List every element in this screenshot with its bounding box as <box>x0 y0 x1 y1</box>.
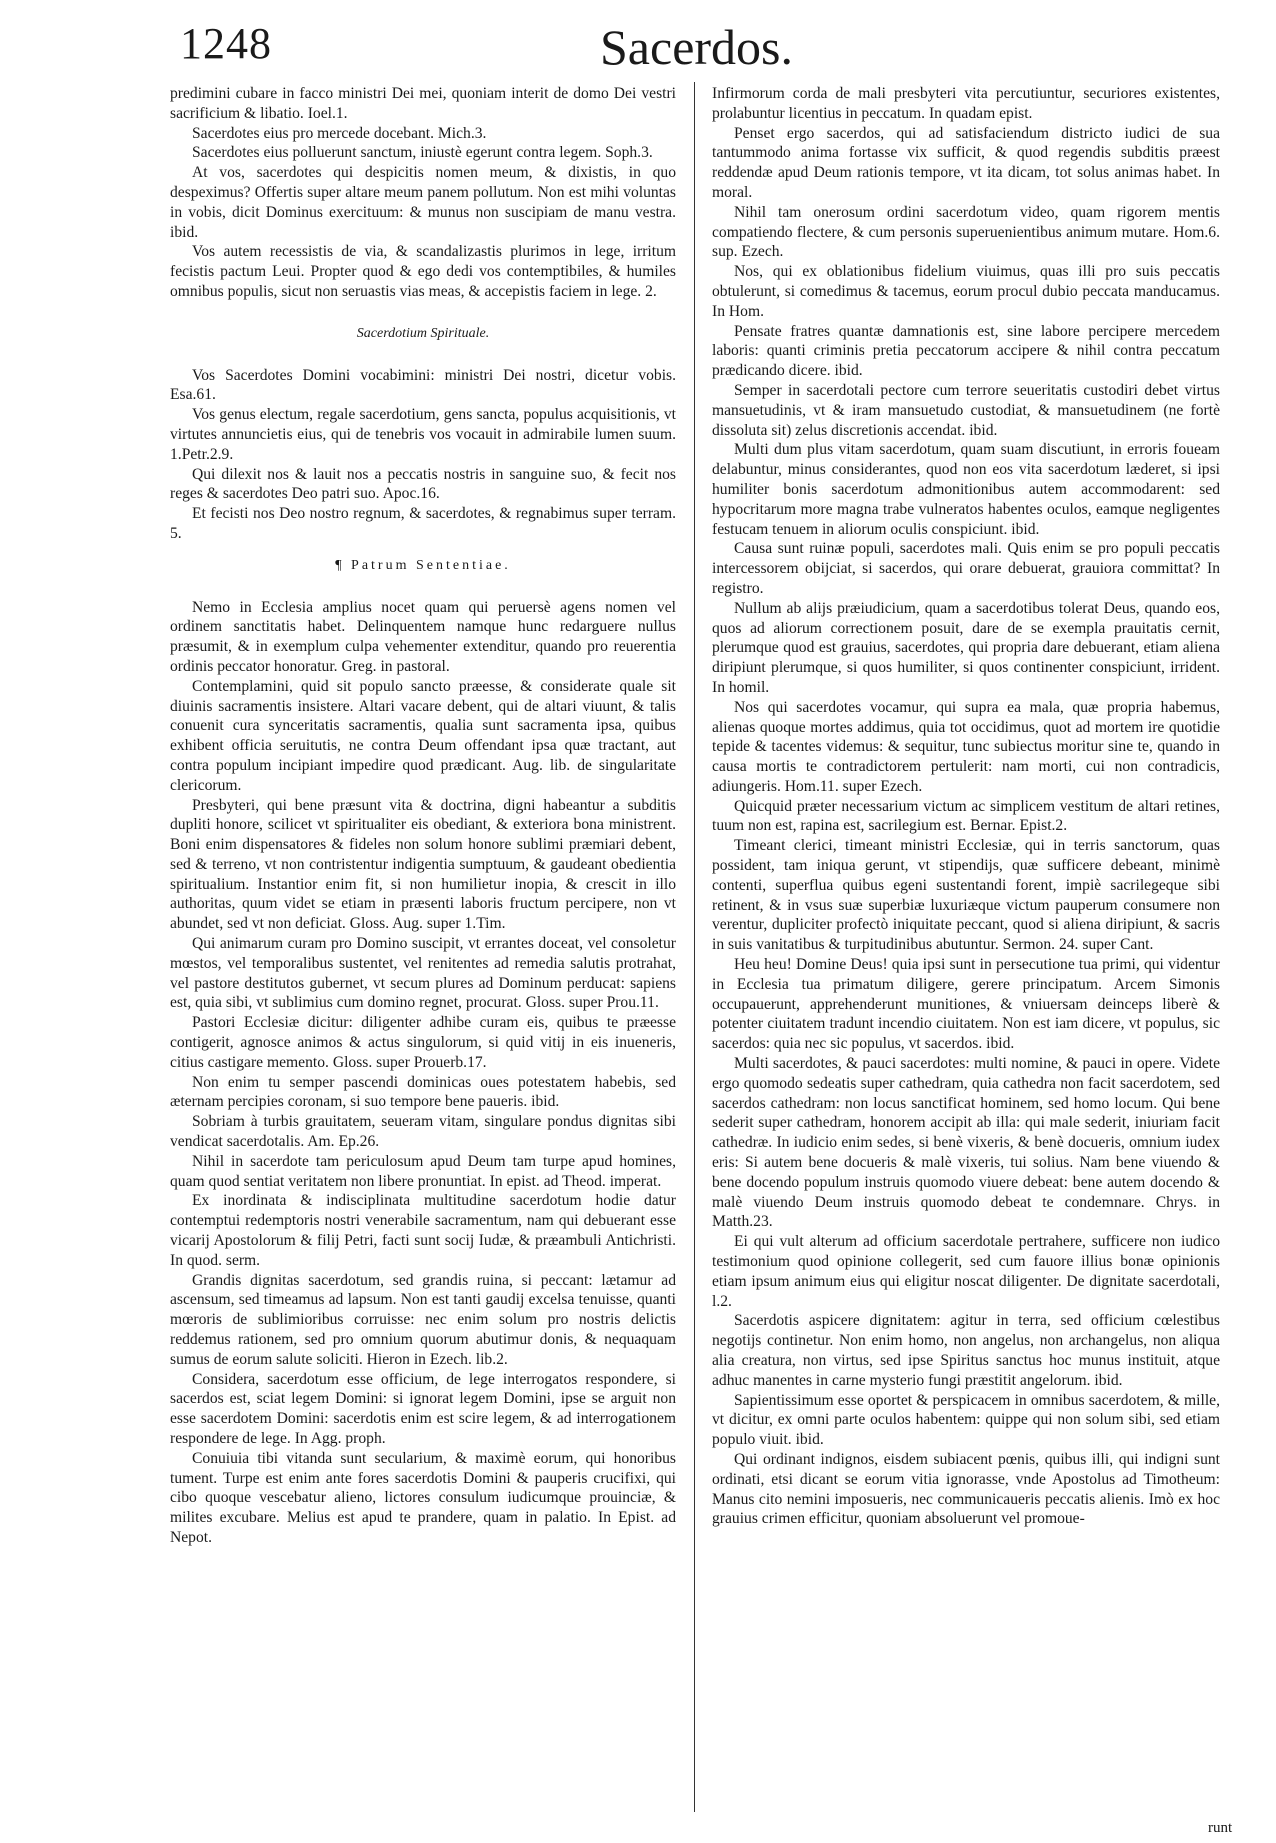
paragraph: Et fecisti nos Deo nostro regnum, & sacerdotes, & regnabimus super terram. 5. <box>170 505 676 542</box>
page-number: 1248 <box>180 19 272 68</box>
paragraph: Multi sacerdotes, & pauci sacerdotes: multi nomine, & pauci in opere. Videte ergo quomodo sedeatis super cathedram, quia cathedra non facit sacerdotem, sed sacerdos cathedram: non locus sanctificat hominem, sed homo locum. Qui bene sederit super cathedram, honorem accipit ab illa: qui male sederit, iniuriam facit cathedræ. In iudicio enim sedes, si benè vixeris, & benè docueris, omnium iudex eris: Si autem bene docueris & malè vixeris, tui solius. Nam bene viuendo & bene docendo populum instruis quomodo viuere debeat: bene autem docendo & malè viuendo Deum instruis quomodo debeat te condemnare. Chrys. in Matth.23. <box>712 1055 1220 1231</box>
paragraph: Conuiuia tibi vitanda sunt secularium, & maximè eorum, qui honoribus tument. Turpe est enim ante fores sacerdotis Domini & pauperis crucifixi, qui cibo quoque vescebatur alieno, lictores consulum iudicumque prouinciæ, & milites excubare. Melius est apud te prandere, quam in palatio. In Epist. ad Nepot. <box>170 1449 676 1546</box>
paragraph: Grandis dignitas sacerdotum, sed grandis ruina, si peccant: lætamur ad ascensum, sed timeamus ad lapsum. Non est tanti gaudij excelsa tenuisse, quanti mœroris de sublimioribus corruisse: nec enim solum pro nostris delictis reddemus rationem, sed pro omnium quorum abutimur donis, & nequaquam sumus de eorum salute soliciti. Hieron in Ezech. lib.2. <box>170 1271 676 1368</box>
paragraph: Multi dum plus vitam sacerdotum, quam suam discutiunt, in erroris foueam delabuntur, minus considerantes, quod non eos vita sacerdotum læderet, si ipsi humiliter bonis sacerdotum admonitionibus autem accommodarent: sed hypocritarum more magna trabe vulneratos habentes oculos, eamque negligentes festucam tenuem in aliorum oculis conspiciunt. ibid. <box>712 441 1220 538</box>
paragraph: Nos, qui ex oblationibus fidelium viuimus, quas illi pro suis peccatis obtulerunt, si comedimus & tacemus, eorum procul dubio peccata manducamus. In Hom. <box>712 263 1220 320</box>
paragraph: Nemo in Ecclesia amplius nocet quam qui peruersè agens nomen vel ordinem sanctitatis habet. Delinquentem namque hunc redarguere nullus præsumit, & in exemplum culpa vehementer extenditur, quando pro reuerentia ordinis peccator honoratur. Greg. in pastoral. <box>170 598 676 675</box>
paragraph: Heu heu! Domine Deus! quia ipsi sunt in persecutione tua primi, qui videntur in Ecclesia tua primatum diligere, gerere principatum. Arcem Simonis occupauerunt, apprehenderunt munitiones, & vniuersam deinceps liberè & potenter ciuitatem tradunt incendio ciuitatem. Non est iam dicere, vt populus, sic sacerdos: quia nec sic populus, vt sacerdos. ibid. <box>712 956 1220 1053</box>
paragraph: Nihil in sacerdote tam periculosum apud Deum tam turpe apud homines, quam quod sentiat veritatem non libere pronuntiat. In epist. ad Theod. imperat. <box>170 1152 676 1190</box>
paragraph: Qui ordinant indignos, eisdem subiacent pœnis, quibus illi, qui indigni sunt ordinati, etsi dicant se eorum vitia ignorasse, vnde Apostolus ad Timotheum: Manus cito nemini imposueris, nec communicaueris peccatis alienis. Imò ex hoc grauius crimen efficitur, quoniam absoluerunt vel promoue- <box>712 1450 1220 1528</box>
paragraph: Nihil tam onerosum ordini sacerdotum video, quam rigorem mentis compatiendo flectere, & cum personis superuenientibus animum mutare. Hom.6. sup. Ezech. <box>712 203 1220 261</box>
paragraph: Quicquid præter necessarium victum ac simplicem vestitum de altari retines, tuum non est, rapina est, sacrilegium est. Bernar. Epist.2. <box>712 797 1220 835</box>
column-divider <box>694 82 695 1812</box>
paragraph: Considera, sacerdotum esse officium, de lege interrogatos respondere, si sacerdos est, sciat legem Domini: si ignorat legem Domini, ipse se arguit non esse sacerdotem Domini: sacerdotis enim est scire legem, & ad interrogationem respondere de lege. In Agg. proph. <box>170 1370 676 1447</box>
paragraph: Nullum ab alijs præiudicium, quam a sacerdotibus tolerat Deus, quando eos, quos ad aliorum correctionem posuit, dare de se exempla prauitatis cernit, plerumque quod est grauius, sacerdotes, qui propria dare debuerant, etiam aliena diripiunt plerumque, si quos humiliter, si quos continenter conspiciunt, irrident. In homil. <box>712 599 1220 696</box>
paragraph: Sobriam à turbis grauitatem, seueram vitam, singulare pondus dignitas sibi vendicat sacerdotalis. Am. Ep.26. <box>170 1113 676 1151</box>
paragraph: Qui dilexit nos & lauit nos a peccatis nostris in sanguine suo, & fecit nos reges & sacerdotes Deo patri suo. Apoc.16. <box>170 465 676 503</box>
paragraph: Infirmorum corda de mali presbyteri vita percutiuntur, securiores existentes, prolabuntur licentius in peccatum. In quadam epist. <box>712 85 1220 122</box>
paragraph: Sacerdotes eius pro mercede docebant. Mich.3. <box>192 124 487 142</box>
paragraph: Presbyteri, qui bene præsunt vita & doctrina, digni habeantur a subditis dupliti honore, scilicet vt spiritualiter eis obediant, & exteriora bona ministrent. Boni enim dispensatores & fideles non solum honore sublimi præmiari debent, sed & terreno, vt non contristentur indigentia sumptuum, & gaudeant obedientia spiritualium. Instantior enim fit, si non humilietur inopia, & crescit in illo authoritas, quum videt se etiam in præsenti laboris fructum percipere, non vt abundet, sed vt non deficiat. Gloss. Aug. super 1.Tim. <box>170 796 676 933</box>
paragraph: Sapientissimum esse oportet & perspicacem in omnibus sacerdotem, & mille, vt dicitur, ex omni parte oculos habentem: quippe qui non solum sibi, sed etiam populo viuit. ibid. <box>712 1391 1220 1449</box>
paragraph: Causa sunt ruinæ populi, sacerdotes mali. Quis enim se pro populi peccatis intercessorem obijciat, si sacerdos, qui orare debuerat, grauiora committat? In registro. <box>712 540 1220 597</box>
paragraph: At vos, sacerdotes qui despicitis nomen meum, & dixistis, in quo despeximus? Offertis super altare meum panem pollutum. Non est mihi voluntas in vobis, dicit Dominus exercituum: & munus non suscipiam de manu vestra. ibid. <box>170 164 676 241</box>
paragraph: Vos Sacerdotes Domini vocabimini: ministri Dei nostri, dicetur vobis. Esa.61. <box>170 366 676 404</box>
paragraph: Nos qui sacerdotes vocamur, qui supra ea mala, quæ propria habemus, alienas quoque mortes addimus, quia tot occidimus, quot ad mortem ire quotidie tepide & tacentes videmus: & sequitur, tunc subiectus moritur sine te, quando in causa mortis te contradictorem pertulerit: nam morti, cui non contradicis, adiungeris. Hom.11. super Ezech. <box>712 698 1220 795</box>
paragraph: Qui animarum curam pro Domino suscipit, vt errantes doceat, vel consoletur mœstos, vel temporalibus sustentet, vel renitentes ad remedia salutis protrahat, vel pastore destitutos gubernet, vt secum plures ad Dominum perducat: sapiens est, quia sibi, vt sublimius cum domino regnet, procurat. Gloss. super Prou.11. <box>170 935 676 1012</box>
paragraph: Timeant clerici, timeant ministri Ecclesiæ, qui in terris sanctorum, quas possident, tam iniqua gerunt, vt stipendijs, quæ sufficere debeant, minimè contenti, superflua quibus egeni sustentandi forent, impiè sacrilegeque sibi retinent, & in vsus suæ superbiæ luxuriæque victum pauperum consumere non verentur, dupliciter profectò iniquitate peccant, quod si aliena diripiunt, & sacris in suis vanitatibus & turpitudinibus abutuntur. Sermon. 24. super Cant. <box>712 837 1220 954</box>
paragraph: Vos genus electum, regale sacerdotium, gens sancta, populus acquisitionis, vt virtutes annuncietis eius, qui de tenebris vos vocauit in admirabile lumen suum. 1.Petr.2.9. <box>170 406 676 463</box>
section-heading: ¶ Patrum Sententiae. <box>335 557 511 573</box>
paragraph: Non enim tu semper pascendi dominicas oues potestatem habebis, sed æternam percipies coronam, si suo tempore bene paueris. ibid. <box>170 1073 676 1111</box>
paragraph: predimini cubare in facco ministri Dei mei, quoniam interit de domo Dei vestri sacrificium & libatio. Ioel.1. <box>170 85 676 122</box>
paragraph: Ei qui vult alterum ad officium sacerdotale pertrahere, sufficere non iudico testimonium quod opinione collegerit, sed cum fauore illius bonæ opinionis etiam ipsum animum eius qui eligitur noscat diligenter. De dignitate sacerdotali, l.2. <box>712 1233 1220 1310</box>
section-heading: Sacerdotium Spirituale. <box>356 325 490 341</box>
paragraph: Pastori Ecclesiæ dicitur: diligenter adhibe curam eis, quibus te præesse contigerit, agnosce animos & actus singulorum, si quid vitij in eis inueneris, citius castigare memento. Gloss. super Prouerb.17. <box>170 1014 676 1071</box>
paragraph: Sacerdotes eius polluerunt sanctum, iniustè egerunt contra legem. Soph.3. <box>192 144 653 162</box>
running-head: Sacerdos. <box>600 19 793 75</box>
paragraph: Sacerdotis aspicere dignitatem: agitur in terra, sed officium cœlestibus negotijs continetur. Non enim homo, non angelus, non archangelus, non aliqua alia creatura, non virtus, sed ipse Spiritus sanctus hoc munus instituit, atque adhuc manentes in carne mysterio fungi præstitit angelorum. ibid. <box>712 1312 1220 1389</box>
paragraph: Penset ergo sacerdos, qui ad satisfaciendum districto iudici de sua tantummodo anima fortasse vix sufficit, & quod regendis subditis præest reddendæ apud Deum rationis tempore, vt ita dicam, tot solus animas habet. In moral. <box>712 124 1220 201</box>
page-header <box>170 18 1250 88</box>
paragraph: Semper in sacerdotali pectore cum terrore seueritatis custodiri debet virtus mansuetudinis, vt & iram mansuetudo custodiat, & mansuetudinem (ne fortè dissoluta sit) zelus discretionis accendat. ibid. <box>712 381 1220 439</box>
paragraph: Vos autem recessistis de via, & scandalizastis plurimos in lege, irritum fecistis pactum Leui. Propter quod & ego dedi vos contemptibiles, & humiles omnibus populis, sicut non seruastis vias meas, & accepistis faciem in lege. 2. <box>170 243 676 300</box>
right-column <box>712 84 1220 1529</box>
paragraph: Pensate fratres quantæ damnationis est, sine labore percipere mercedem laboris: quanti criminis pretia peccatorum accipere & nihil contra peccatum prædicando dicere. ibid. <box>712 322 1220 380</box>
left-column <box>170 84 676 1548</box>
paragraph: Contemplamini, quid sit populo sancto præesse, & considerate quale sit diuinis sacramentis insistere. Altari vacare debent, qui de altari viuunt, & talis conuenit cura synceritatis sacramentis, qualia sunt sacramenta ipsa, quibus exhibent officia seruitutis, ne contra Deum offendant ipsa quæ tractant, aut contra populum incipiant impedire quod prædicant. Aug. lib. de singularitate clericorum. <box>170 677 676 794</box>
paragraph: Ex inordinata & indisciplinata multitudine sacerdotum hodie datur contemptui redemptoris nostri venerabile sacramentum, nam qui debuerant esse vicarij Apostolorum & filij Petri, facti sunt socij Iudæ, & præambuli Antichristi. In quod. serm. <box>170 1192 676 1269</box>
catchword: runt <box>1208 1820 1233 1836</box>
